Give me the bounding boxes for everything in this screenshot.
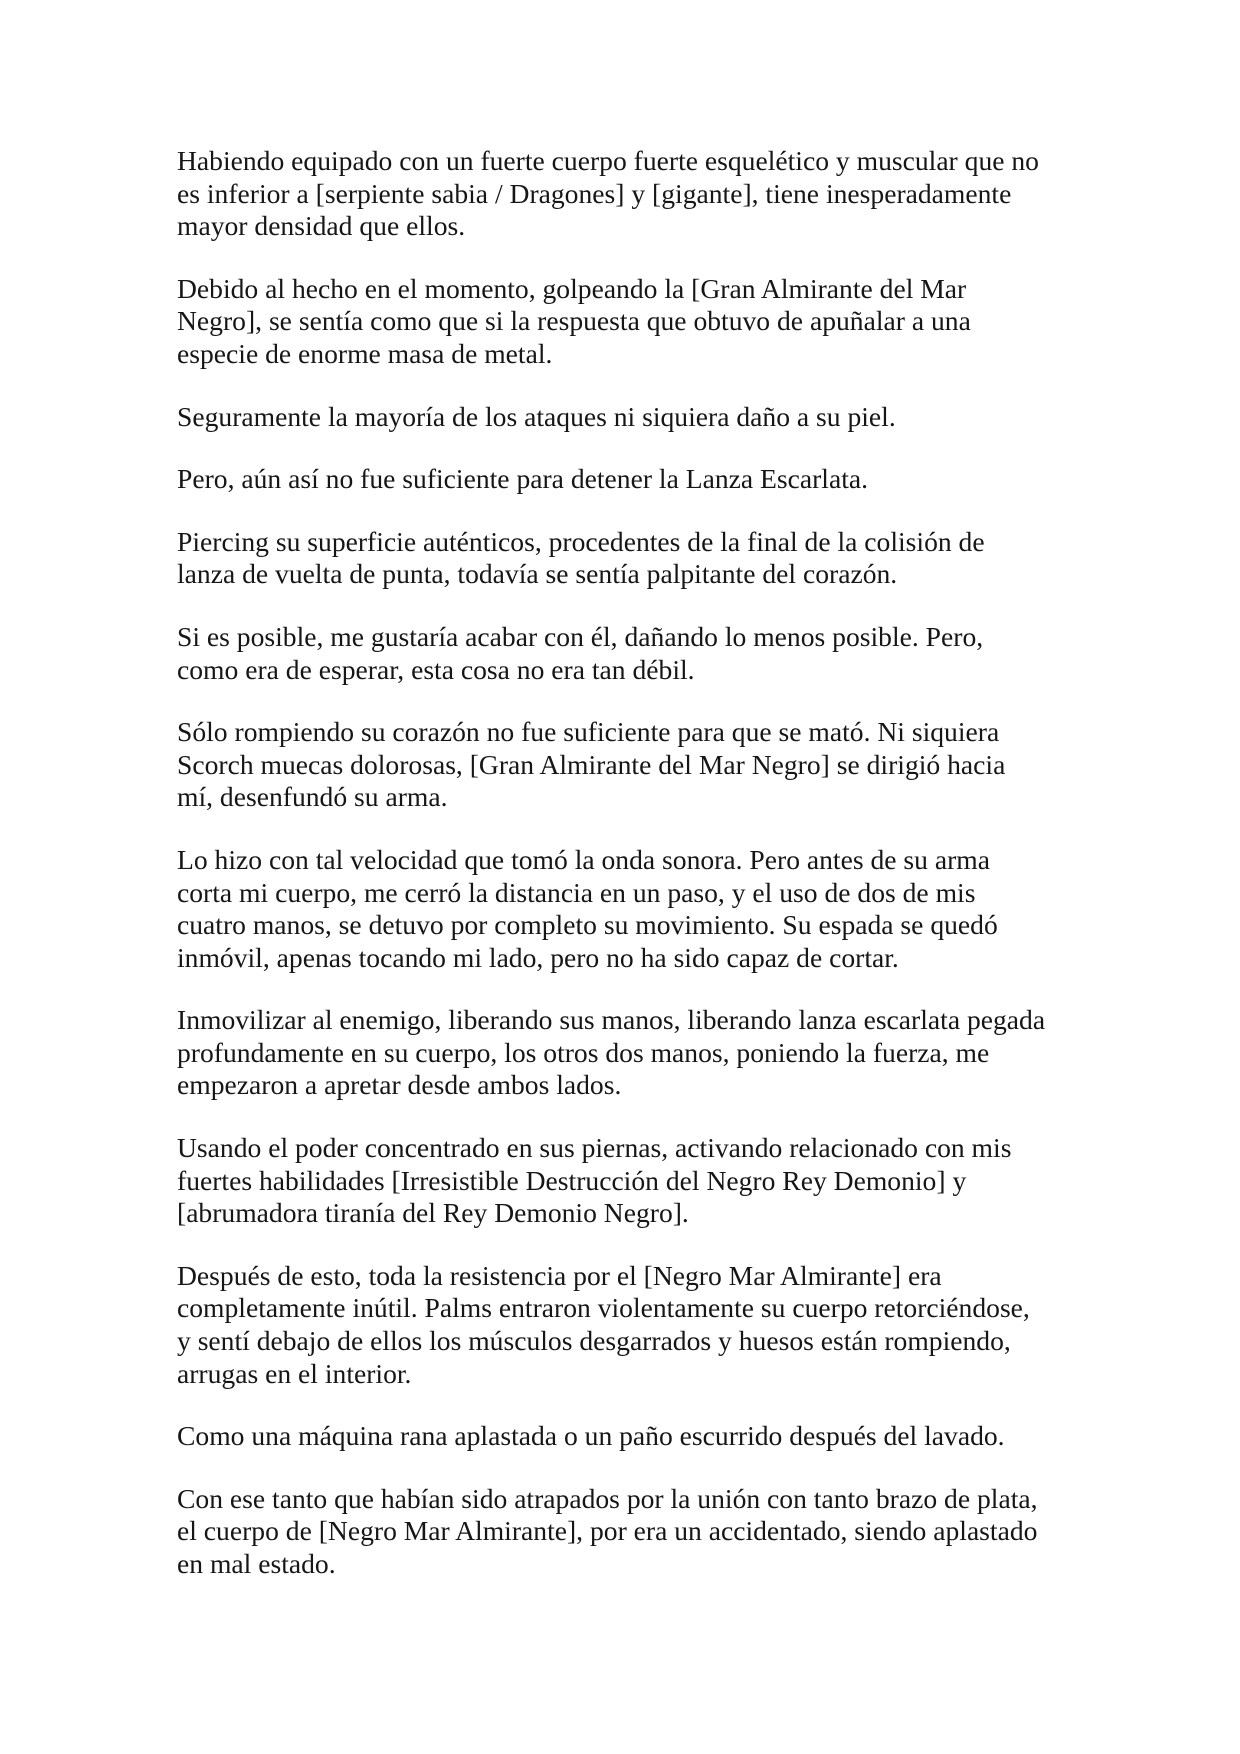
paragraph-5: Piercing su superficie auténticos, procedentes de la final de la colisión de lanza de vuelta de punta, todavía se sentía palpitante del corazón. xyxy=(177,525,985,590)
paragraph-2: Debido al hecho en el momento, golpeando la [Gran Almirante del Mar Negro], se sentía como que si la respuesta que obtuvo de apuñalar a una especie de enorme masa de metal. xyxy=(177,272,971,369)
paragraph-3: Seguramente la mayoría de los ataques ni siquiera daño a su piel. xyxy=(177,400,896,432)
document-body xyxy=(177,145,1077,1611)
paragraph-10: Usando el poder concentrado en sus piernas, activando relacionado con mis fuertes habilidades [Irresistible Destrucción del Negro Rey Demonio] y [abrumadora tiranía del Rey Demonio Negro]. xyxy=(177,1132,1012,1229)
paragraph-13: Con ese tanto que habían sido atrapados por la unión con tanto brazo de plata, el cuerpo de [Negro Mar Almirante], por era un accidentado, siendo aplastado en mal estado. xyxy=(177,1482,1038,1579)
paragraph-11: Después de esto, toda la resistencia por el [Negro Mar Almirante] era completamente inútil. Palms entraron violentamente su cuerpo retorciéndose, y sentí debajo de ellos los músculos desgarrados y huesos están rompiendo, arrugas en el interior. xyxy=(177,1259,1030,1389)
paragraph-4: Pero, aún así no fue suficiente para detener la Lanza Escarlata. xyxy=(177,463,869,495)
paragraph-12: Como una máquina rana aplastada o un paño escurrido después del lavado. xyxy=(177,1420,1005,1452)
paragraph-7: Sólo rompiendo su corazón no fue suficiente para que se mató. Ni siquiera Scorch muecas dolorosas, [Gran Almirante del Mar Negro] se dirigió hacia mí, desenfundó su arma. xyxy=(177,716,1006,813)
paragraph-9: Inmovilizar al enemigo, liberando sus manos, liberando lanza escarlata pegada profundamente en su cuerpo, los otros dos manos, poniendo la fuerza, me empezaron a apretar desde ambos lados. xyxy=(177,1004,1046,1101)
paragraph-1: Habiendo equipado con un fuerte cuerpo fuerte esquelético y muscular que no es inferior a [serpiente sabia / Dragones] y [gigante], tiene inesperadamente mayor densidad que ellos. xyxy=(177,145,1039,242)
paragraph-6: Si es posible, me gustaría acabar con él, dañando lo menos posible. Pero, como era de esperar, esta cosa no era tan débil. xyxy=(177,620,984,685)
paragraph-8: Lo hizo con tal velocidad que tomó la onda sonora. Pero antes de su arma corta mi cuerpo, me cerró la distancia en un paso, y el uso de dos de mis cuatro manos, se detuvo por completo su movimiento. Su espada se quedó inmóvil, apenas tocando mi lado, pero no ha sido capaz de cortar. xyxy=(177,843,998,973)
